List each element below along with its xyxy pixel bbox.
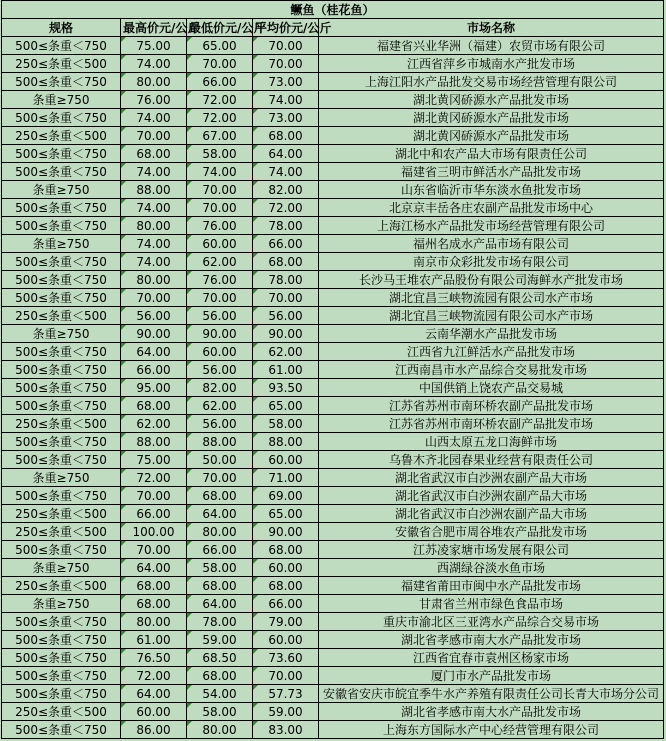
cell-spec[interactable]: 500≤条重＜750 — [2, 145, 121, 163]
table-row — [2, 163, 664, 181]
table-row — [2, 397, 664, 415]
cell-market-name[interactable]: 重庆市渝北区三亚湾水产品综合交易市场 — [319, 613, 664, 631]
table-row — [2, 343, 664, 361]
table-row — [2, 721, 664, 739]
cell-spec[interactable]: 250≤条重＜500 — [2, 55, 121, 73]
cell-avg-price[interactable]: 65.00 — [253, 397, 319, 415]
cell-low-price[interactable]: 59.00 — [187, 631, 253, 649]
cell-spec[interactable]: 500≤条重＜750 — [2, 613, 121, 631]
cell-high-price[interactable]: 68.00 — [121, 145, 187, 163]
cell-avg-price[interactable]: 68.00 — [253, 253, 319, 271]
cell-avg-price[interactable]: 73.60 — [253, 649, 319, 667]
table-title: 鳜鱼（桂花鱼） — [2, 1, 664, 19]
cell-high-price[interactable]: 90.00 — [121, 325, 187, 343]
cell-market-name[interactable]: 上海东方国际水产中心经营管理有限公司 — [319, 721, 664, 739]
cell-high-price[interactable]: 74.00 — [121, 235, 187, 253]
cell-low-price[interactable]: 82.00 — [187, 379, 253, 397]
cell-spec[interactable]: 500≤条重＜750 — [2, 289, 121, 307]
cell-market-name[interactable]: 山东省临沂市华东淡水鱼批发市场 — [319, 181, 664, 199]
cell-high-price[interactable]: 80.00 — [121, 271, 187, 289]
cell-low-price[interactable]: 70.00 — [187, 469, 253, 487]
cell-high-price[interactable]: 66.00 — [121, 361, 187, 379]
cell-low-price[interactable]: 60.00 — [187, 343, 253, 361]
cell-spec[interactable]: 500≤条重＜750 — [2, 73, 121, 91]
cell-market-name[interactable]: 南京市众彩批发市场有限公司 — [319, 253, 664, 271]
cell-avg-price[interactable]: 57.73 — [253, 685, 319, 703]
cell-high-price[interactable]: 76.00 — [121, 91, 187, 109]
cell-market-name[interactable]: 上海江阳水产品批发交易市场经营管理有限公司 — [319, 73, 664, 91]
cell-market-name[interactable]: 福建省三明市鲜活水产品批发市场 — [319, 163, 664, 181]
price-table — [1, 0, 664, 739]
cell-low-price[interactable]: 74.00 — [187, 163, 253, 181]
cell-avg-price[interactable]: 70.00 — [253, 55, 319, 73]
cell-avg-price[interactable]: 93.50 — [253, 379, 319, 397]
cell-low-price[interactable]: 62.00 — [187, 253, 253, 271]
cell-low-price[interactable]: 50.00 — [187, 451, 253, 469]
cell-market-name[interactable]: 江西南昌市水产品综合交易批发市场 — [319, 361, 664, 379]
table-row — [2, 433, 664, 451]
cell-high-price[interactable]: 68.00 — [121, 577, 187, 595]
cell-high-price[interactable]: 74.00 — [121, 55, 187, 73]
cell-spec[interactable]: 500≤条重＜750 — [2, 343, 121, 361]
cell-avg-price[interactable]: 66.00 — [253, 595, 319, 613]
table-row — [2, 379, 664, 397]
cell-spec[interactable]: 500≤条重＜750 — [2, 451, 121, 469]
cell-high-price[interactable]: 56.00 — [121, 307, 187, 325]
cell-high-price[interactable]: 70.00 — [121, 127, 187, 145]
cell-spec[interactable]: 500≤条重＜750 — [2, 109, 121, 127]
cell-high-price[interactable]: 64.00 — [121, 685, 187, 703]
header-spec[interactable]: 规格 — [2, 19, 121, 37]
cell-high-price[interactable]: 64.00 — [121, 343, 187, 361]
cell-market-name[interactable]: 福建省兴业华洲（福建）农贸市场有限公司 — [319, 37, 664, 55]
cell-avg-price[interactable]: 62.00 — [253, 343, 319, 361]
cell-low-price[interactable]: 56.00 — [187, 307, 253, 325]
cell-low-price[interactable]: 78.00 — [187, 613, 253, 631]
cell-spec[interactable]: 500≤条重＜750 — [2, 397, 121, 415]
cell-low-price[interactable]: 76.00 — [187, 217, 253, 235]
cell-high-price[interactable]: 70.00 — [121, 289, 187, 307]
cell-market-name[interactable]: 湖北省孝感市南大水产品批发市场 — [319, 703, 664, 721]
cell-spec[interactable]: 500≤条重＜750 — [2, 379, 121, 397]
cell-spec[interactable]: 500≤条重＜750 — [2, 721, 121, 739]
cell-market-name[interactable]: 湖北省武汉市白沙洲农副产品大市场 — [319, 487, 664, 505]
table-row — [2, 199, 664, 217]
cell-low-price[interactable]: 80.00 — [187, 523, 253, 541]
cell-avg-price[interactable]: 69.00 — [253, 487, 319, 505]
cell-low-price[interactable]: 66.00 — [187, 73, 253, 91]
table-row — [2, 91, 664, 109]
cell-high-price[interactable]: 74.00 — [121, 163, 187, 181]
table-row — [2, 613, 664, 631]
cell-spec[interactable]: 500≤条重＜750 — [2, 667, 121, 685]
cell-spec[interactable]: 条重≥750 — [2, 181, 121, 199]
cell-spec[interactable]: 条重≥750 — [2, 325, 121, 343]
table-row — [2, 73, 664, 91]
cell-high-price[interactable]: 80.00 — [121, 613, 187, 631]
cell-high-price[interactable]: 74.00 — [121, 109, 187, 127]
cell-low-price[interactable]: 72.00 — [187, 109, 253, 127]
cell-avg-price[interactable]: 78.00 — [253, 271, 319, 289]
cell-market-name[interactable]: 湖北黄冈硚源水产品批发市场 — [319, 91, 664, 109]
table-row — [2, 109, 664, 127]
cell-market-name[interactable]: 乌鲁木齐北园春果业经营有限责任公司 — [319, 451, 664, 469]
cell-market-name[interactable]: 湖北省孝感市南大水产品批发市场 — [319, 631, 664, 649]
cell-market-name[interactable]: 湖北黄冈硚源水产品批发市场 — [319, 127, 664, 145]
cell-market-name[interactable]: 江西省萍乡市城南水产批发市场 — [319, 55, 664, 73]
cell-spec[interactable]: 250≤条重＜500 — [2, 415, 121, 433]
cell-low-price[interactable]: 62.00 — [187, 397, 253, 415]
cell-low-price[interactable]: 76.00 — [187, 271, 253, 289]
table-row — [2, 145, 664, 163]
cell-avg-price[interactable]: 74.00 — [253, 163, 319, 181]
cell-avg-price[interactable]: 83.00 — [253, 721, 319, 739]
cell-high-price[interactable]: 75.00 — [121, 451, 187, 469]
cell-high-price[interactable]: 62.00 — [121, 415, 187, 433]
cell-avg-price[interactable]: 60.00 — [253, 631, 319, 649]
cell-avg-price[interactable]: 68.00 — [253, 541, 319, 559]
cell-spec[interactable]: 条重≥750 — [2, 595, 121, 613]
cell-market-name[interactable]: 福建省莆田市闽中水产品批发市场 — [319, 577, 664, 595]
cell-high-price[interactable]: 80.00 — [121, 73, 187, 91]
cell-market-name[interactable]: 江苏省苏州市南环桥农副产品批发市场 — [319, 397, 664, 415]
cell-market-name[interactable]: 厦门市水产品批发市场 — [319, 667, 664, 685]
cell-low-price[interactable]: 64.00 — [187, 595, 253, 613]
table-row — [2, 595, 664, 613]
cell-avg-price[interactable]: 66.00 — [253, 235, 319, 253]
cell-low-price[interactable]: 68.00 — [187, 667, 253, 685]
cell-market-name[interactable]: 福州名成水产品市场有限公司 — [319, 235, 664, 253]
cell-low-price[interactable]: 68.00 — [187, 577, 253, 595]
cell-spec[interactable]: 500≤条重＜750 — [2, 37, 121, 55]
cell-low-price[interactable]: 70.00 — [187, 55, 253, 73]
cell-low-price[interactable]: 56.00 — [187, 415, 253, 433]
table-row — [2, 181, 664, 199]
cell-avg-price[interactable]: 82.00 — [253, 181, 319, 199]
cell-spec[interactable]: 250≤条重＜500 — [2, 703, 121, 721]
cell-spec[interactable]: 500≤条重＜750 — [2, 253, 121, 271]
table-row — [2, 235, 664, 253]
cell-avg-price[interactable]: 60.00 — [253, 451, 319, 469]
cell-spec[interactable]: 250≤条重＜500 — [2, 577, 121, 595]
cell-low-price[interactable]: 58.00 — [187, 145, 253, 163]
cell-spec[interactable]: 500≤条重＜750 — [2, 631, 121, 649]
cell-high-price[interactable]: 64.00 — [121, 559, 187, 577]
cell-high-price[interactable]: 72.00 — [121, 667, 187, 685]
cell-avg-price[interactable]: 70.00 — [253, 37, 319, 55]
cell-high-price[interactable]: 95.00 — [121, 379, 187, 397]
cell-low-price[interactable]: 70.00 — [187, 181, 253, 199]
table-row — [2, 451, 664, 469]
cell-low-price[interactable]: 66.00 — [187, 541, 253, 559]
cell-spec[interactable]: 250≤条重＜500 — [2, 127, 121, 145]
cell-high-price[interactable]: 88.00 — [121, 181, 187, 199]
table-row — [2, 37, 664, 55]
cell-high-price[interactable]: 68.00 — [121, 397, 187, 415]
table-row — [2, 127, 664, 145]
table-row — [2, 541, 664, 559]
cell-market-name[interactable]: 北京京丰岳各庄农副产品批发市场中心 — [319, 199, 664, 217]
cell-spec[interactable]: 500≤条重＜750 — [2, 433, 121, 451]
cell-avg-price[interactable]: 68.00 — [253, 127, 319, 145]
cell-spec[interactable]: 500≤条重＜750 — [2, 271, 121, 289]
cell-spec[interactable]: 250≤条重＜500 — [2, 505, 121, 523]
cell-spec[interactable]: 500≤条重＜750 — [2, 649, 121, 667]
cell-avg-price[interactable]: 58.00 — [253, 415, 319, 433]
table-row — [2, 271, 664, 289]
table-row — [2, 577, 664, 595]
cell-high-price[interactable]: 66.00 — [121, 505, 187, 523]
cell-high-price[interactable]: 88.00 — [121, 433, 187, 451]
cell-low-price[interactable]: 88.00 — [187, 433, 253, 451]
table-row — [2, 631, 664, 649]
cell-market-name[interactable]: 山西太原五龙口海鲜市场 — [319, 433, 664, 451]
cell-low-price[interactable]: 90.00 — [187, 325, 253, 343]
cell-spec[interactable]: 500≤条重＜750 — [2, 361, 121, 379]
table-row — [2, 289, 664, 307]
cell-avg-price[interactable]: 65.00 — [253, 505, 319, 523]
cell-spec[interactable]: 条重≥750 — [2, 91, 121, 109]
table-title-row — [2, 1, 664, 19]
cell-spec[interactable]: 500≤条重＜750 — [2, 217, 121, 235]
cell-low-price[interactable]: 67.00 — [187, 127, 253, 145]
cell-low-price[interactable]: 54.00 — [187, 685, 253, 703]
cell-market-name[interactable]: 云南华潮水产品批发市场 — [319, 325, 664, 343]
cell-market-name[interactable]: 安徽省安庆市皖宜季牛水产养殖有限责任公司长青大市场分公司 — [319, 685, 664, 703]
cell-market-name[interactable]: 中国供销上饶农产品交易城 — [319, 379, 664, 397]
cell-high-price[interactable]: 76.50 — [121, 649, 187, 667]
cell-avg-price[interactable]: 60.00 — [253, 559, 319, 577]
cell-market-name[interactable]: 湖北宜昌三峡物流园有限公司水产市场 — [319, 289, 664, 307]
table-row — [2, 649, 664, 667]
cell-high-price[interactable]: 75.00 — [121, 37, 187, 55]
cell-high-price[interactable]: 80.00 — [121, 217, 187, 235]
table-row — [2, 487, 664, 505]
table-row — [2, 415, 664, 433]
cell-avg-price[interactable]: 73.00 — [253, 73, 319, 91]
cell-high-price[interactable]: 74.00 — [121, 199, 187, 217]
cell-market-name[interactable]: 长沙马王堆农产品股份有限公司海鲜水产批发市场 — [319, 271, 664, 289]
table-row — [2, 667, 664, 685]
header-market-name[interactable]: 市场名称 — [319, 19, 664, 37]
cell-high-price[interactable]: 74.00 — [121, 253, 187, 271]
cell-avg-price[interactable]: 88.00 — [253, 433, 319, 451]
cell-avg-price[interactable]: 70.00 — [253, 289, 319, 307]
cell-market-name[interactable]: 湖北省武汉市白沙洲农副产品大市场 — [319, 469, 664, 487]
cell-low-price[interactable]: 58.00 — [187, 703, 253, 721]
cell-market-name[interactable]: 江苏省苏州市南环桥农副产品批发市场 — [319, 415, 664, 433]
cell-avg-price[interactable]: 90.00 — [253, 325, 319, 343]
header-high-price[interactable]: 最高价元/公斤 — [121, 19, 187, 37]
cell-spec[interactable]: 500≤条重＜750 — [2, 199, 121, 217]
cell-avg-price[interactable]: 72.00 — [253, 199, 319, 217]
table-row — [2, 253, 664, 271]
cell-spec[interactable]: 250≤条重＜500 — [2, 307, 121, 325]
cell-spec[interactable]: 250≤条重＜500 — [2, 523, 121, 541]
cell-market-name[interactable]: 湖北宜昌三峡物流园有限公司水产市场 — [319, 307, 664, 325]
cell-low-price[interactable]: 65.00 — [187, 37, 253, 55]
cell-low-price[interactable]: 56.00 — [187, 361, 253, 379]
cell-avg-price[interactable]: 79.00 — [253, 613, 319, 631]
cell-spec[interactable]: 500≤条重＜750 — [2, 487, 121, 505]
table-row — [2, 505, 664, 523]
cell-avg-price[interactable]: 70.00 — [253, 667, 319, 685]
cell-low-price[interactable]: 68.50 — [187, 649, 253, 667]
cell-avg-price[interactable]: 64.00 — [253, 145, 319, 163]
cell-market-name[interactable]: 江西省宜春市袁州区杨家市场 — [319, 649, 664, 667]
cell-low-price[interactable]: 70.00 — [187, 199, 253, 217]
table-row — [2, 685, 664, 703]
cell-market-name[interactable]: 安徽省合肥市周谷堆农产品批发市场 — [319, 523, 664, 541]
cell-spec[interactable]: 条重≥750 — [2, 559, 121, 577]
table-row — [2, 217, 664, 235]
cell-spec[interactable]: 500≤条重＜750 — [2, 163, 121, 181]
cell-high-price[interactable]: 86.00 — [121, 721, 187, 739]
cell-high-price[interactable]: 100.00 — [121, 523, 187, 541]
cell-low-price[interactable]: 70.00 — [187, 289, 253, 307]
table-row — [2, 325, 664, 343]
table-row — [2, 559, 664, 577]
header-row — [2, 19, 664, 37]
table-row — [2, 307, 664, 325]
cell-spec[interactable]: 500≤条重＜750 — [2, 541, 121, 559]
cell-market-name[interactable]: 江西省九江鲜活水产品批发市场 — [319, 343, 664, 361]
cell-market-name[interactable]: 湖北中和农产品大市场有限责任公司 — [319, 145, 664, 163]
cell-avg-price[interactable]: 90.00 — [253, 523, 319, 541]
cell-high-price[interactable]: 68.00 — [121, 595, 187, 613]
cell-high-price[interactable]: 70.00 — [121, 487, 187, 505]
table-row — [2, 703, 664, 721]
cell-spec[interactable]: 500≤条重＜750 — [2, 685, 121, 703]
cell-spec[interactable]: 条重≥750 — [2, 235, 121, 253]
table-row — [2, 469, 664, 487]
header-low-price[interactable]: 最低价元/公斤 — [187, 19, 253, 37]
cell-avg-price[interactable]: 61.00 — [253, 361, 319, 379]
table-row — [2, 523, 664, 541]
cell-avg-price[interactable]: 78.00 — [253, 217, 319, 235]
cell-market-name[interactable]: 甘肃省兰州市绿色食品市场 — [319, 595, 664, 613]
cell-high-price[interactable]: 70.00 — [121, 541, 187, 559]
cell-avg-price[interactable]: 73.00 — [253, 109, 319, 127]
cell-market-name[interactable]: 西湖绿谷淡水鱼市场 — [319, 559, 664, 577]
cell-market-name[interactable]: 江苏凌家塘市场发展有限公司 — [319, 541, 664, 559]
cell-low-price[interactable]: 64.00 — [187, 505, 253, 523]
cell-avg-price[interactable]: 59.00 — [253, 703, 319, 721]
cell-avg-price[interactable]: 71.00 — [253, 469, 319, 487]
cell-low-price[interactable]: 80.00 — [187, 721, 253, 739]
table-row — [2, 361, 664, 379]
cell-avg-price[interactable]: 56.00 — [253, 307, 319, 325]
cell-avg-price[interactable]: 74.00 — [253, 91, 319, 109]
cell-avg-price[interactable]: 68.00 — [253, 577, 319, 595]
cell-high-price[interactable]: 60.00 — [121, 703, 187, 721]
cell-market-name[interactable]: 上海江杨水产品批发市场经营管理有限公司 — [319, 217, 664, 235]
table-row — [2, 55, 664, 73]
cell-low-price[interactable]: 60.00 — [187, 235, 253, 253]
cell-high-price[interactable]: 72.00 — [121, 469, 187, 487]
cell-high-price[interactable]: 61.00 — [121, 631, 187, 649]
header-avg-price[interactable]: 平均价元/公斤 — [253, 19, 319, 37]
cell-market-name[interactable]: 湖北黄冈硚源水产品批发市场 — [319, 109, 664, 127]
cell-low-price[interactable]: 58.00 — [187, 559, 253, 577]
cell-market-name[interactable]: 湖北省武汉市白沙洲农副产品大市场 — [319, 505, 664, 523]
cell-low-price[interactable]: 68.00 — [187, 487, 253, 505]
cell-spec[interactable]: 条重≥750 — [2, 469, 121, 487]
cell-low-price[interactable]: 72.00 — [187, 91, 253, 109]
